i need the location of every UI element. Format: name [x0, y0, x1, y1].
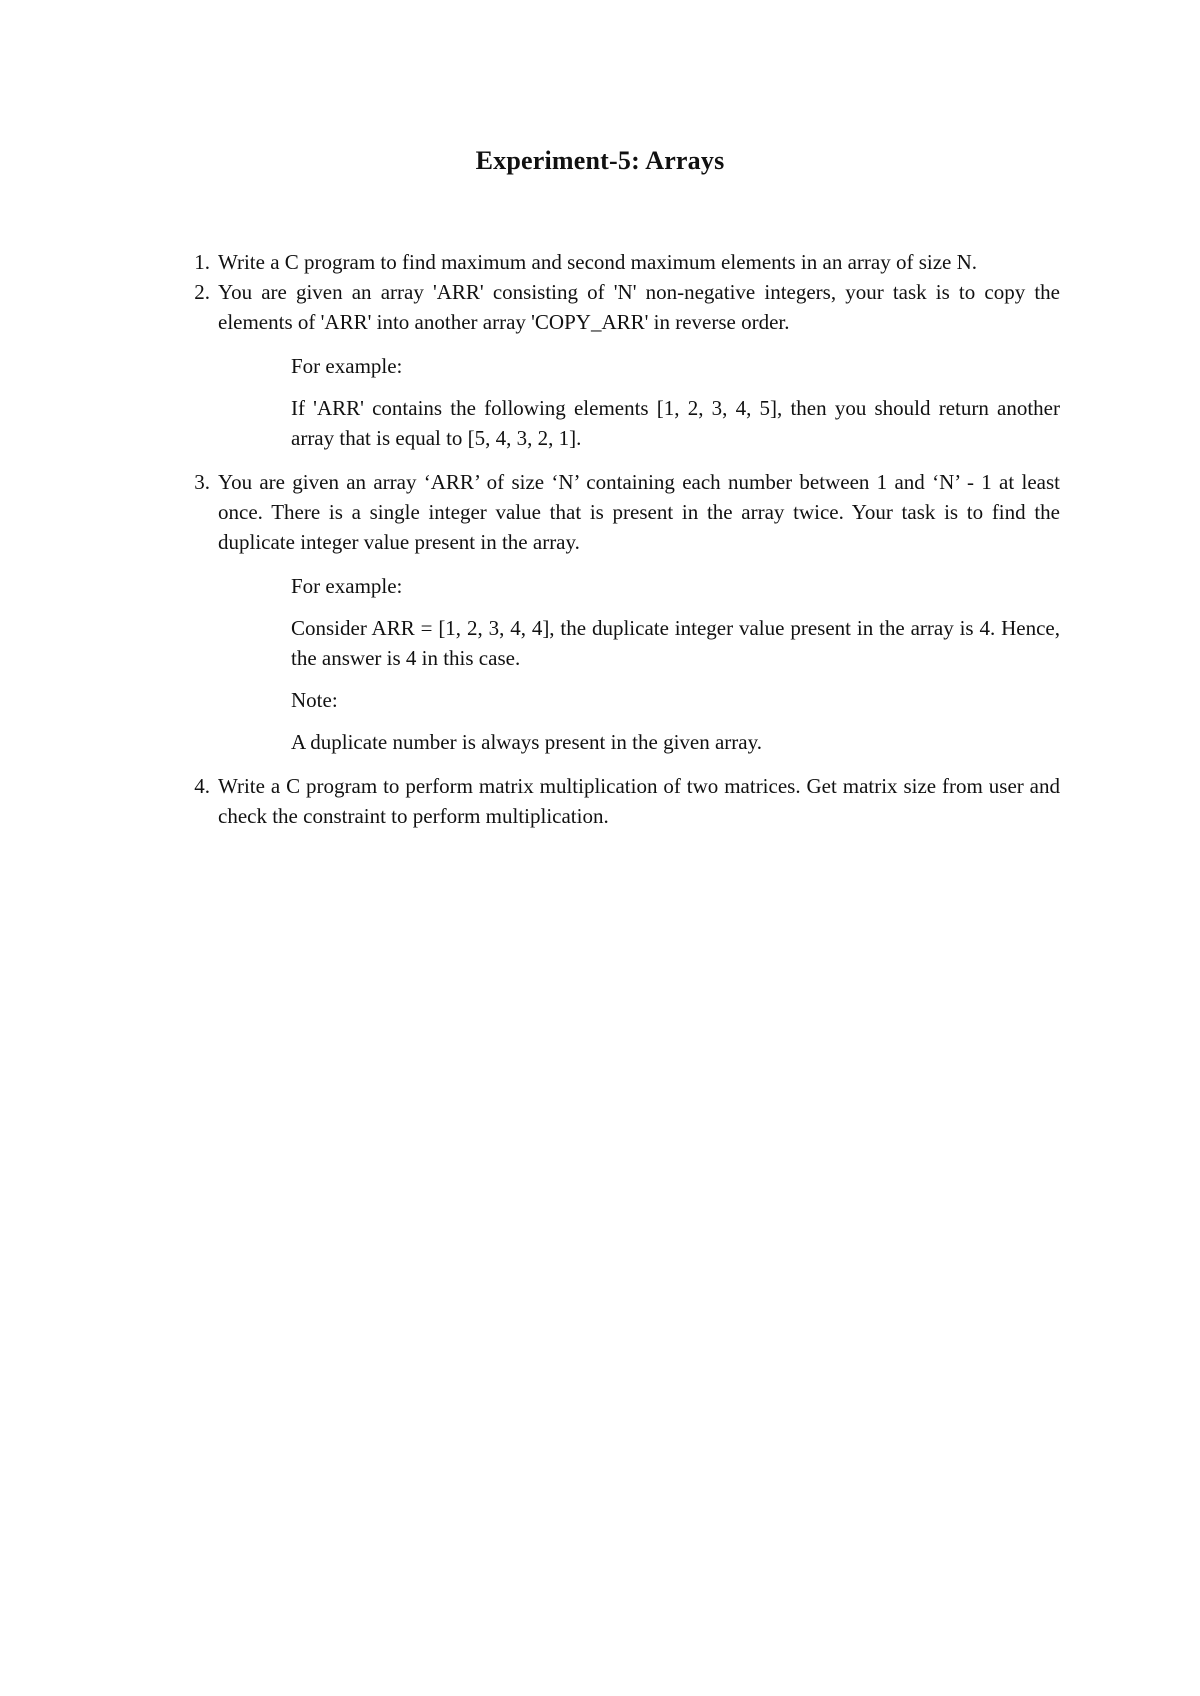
item-text: You are given an array ‘ARR’ of size ‘N’ containing each number between 1 and ‘N’ - 1 at least once. There is a single integer value that is present in the array twice. Your task is to find the duplicate integer value present in the array.	[218, 470, 1060, 554]
item-number: 4.	[194, 774, 210, 798]
note-label: Note:	[291, 688, 338, 712]
list-item	[194, 247, 1060, 277]
item-text: Write a C program to perform matrix multiplication of two matrices. Get matrix size from user and check the constraint to perform multiplication.	[218, 774, 1060, 828]
example-label: For example:	[291, 574, 403, 598]
example-text: If 'ARR' contains the following elements [1, 2, 3, 4, 5], then you should return another array that is equal to [5, 4, 3, 2, 1].	[291, 396, 1060, 450]
item-text: Write a C program to find maximum and second maximum elements in an array of size N.	[218, 250, 978, 274]
exercise-list	[194, 247, 1060, 831]
item-number: 2.	[194, 280, 210, 304]
list-item	[194, 277, 1060, 453]
item-number: 1.	[194, 250, 210, 274]
item-text: You are given an array 'ARR' consisting of 'N' non-negative integers, your task is to copy the elements of 'ARR' into another array 'COPY_ARR' in reverse order.	[218, 280, 1060, 334]
example-label: For example:	[291, 354, 403, 378]
note-text: A duplicate number is always present in the given array.	[291, 730, 762, 754]
page-title: Experiment-5: Arrays	[475, 146, 725, 175]
list-item	[194, 467, 1060, 757]
item-number: 3.	[194, 470, 210, 494]
example-text: Consider ARR = [1, 2, 3, 4, 4], the duplicate integer value present in the array is 4. Hence, the answer is 4 in this case.	[291, 616, 1060, 670]
list-item	[194, 771, 1060, 831]
